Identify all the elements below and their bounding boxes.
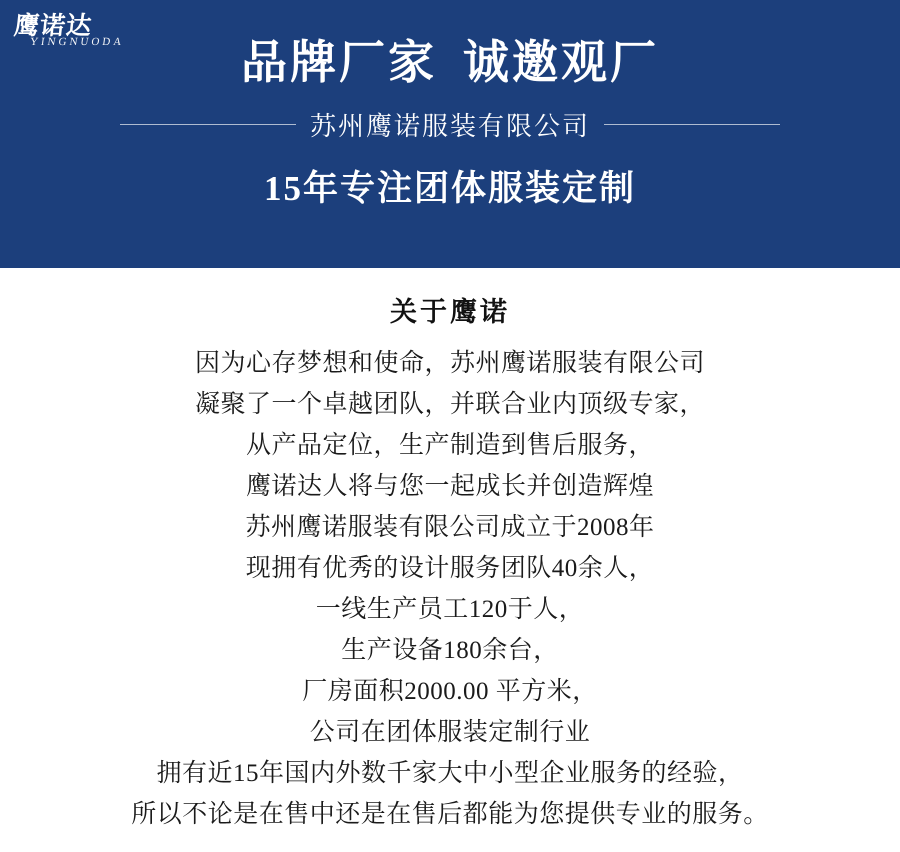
banner-headline-right: 诚邀观厂 bbox=[463, 37, 659, 88]
company-name-row bbox=[120, 106, 780, 143]
about-line: 鹰诺达人将与您一起成长并创造辉煌 bbox=[245, 473, 654, 500]
about-line: 拥有近15年国内外数千家大中小型企业服务的经验， bbox=[156, 760, 744, 787]
about-line: 现拥有优秀的设计服务团队40余人， bbox=[245, 555, 655, 582]
about-line: 厂房面积2000.00 平方米， bbox=[302, 678, 598, 705]
banner-tagline: 15年专注团体服装定制 bbox=[263, 169, 636, 208]
about-line: 凝聚了一个卓越团队，并联合业内顶级专家， bbox=[194, 391, 705, 418]
about-line: 一线生产员工120于人， bbox=[315, 596, 585, 623]
about-line: 从产品定位，生产制造到售后服务， bbox=[245, 432, 654, 459]
banner-headline bbox=[241, 36, 659, 90]
divider-right bbox=[604, 124, 780, 125]
brand-logo-text: 鹰诺达 bbox=[12, 13, 94, 40]
about-section bbox=[0, 268, 900, 835]
banner-headline-left: 品牌厂家 bbox=[241, 37, 437, 88]
about-line: 苏州鹰诺服装有限公司成立于2008年 bbox=[245, 514, 655, 541]
about-line: 因为心存梦想和使命，苏州鹰诺服装有限公司 bbox=[194, 350, 705, 377]
about-line: 公司在团体服装定制行业 bbox=[309, 719, 591, 746]
about-line: 生产设备180余台， bbox=[341, 637, 559, 664]
about-line: 所以不论是在售中还是在售后都能为您提供专业的服务。 bbox=[131, 801, 769, 828]
banner-content bbox=[0, 0, 900, 268]
company-name: 苏州鹰诺服装有限公司 bbox=[310, 112, 591, 141]
divider-left bbox=[120, 124, 296, 125]
about-heading: 关于鹰诺 bbox=[390, 297, 510, 327]
hero-banner bbox=[0, 0, 900, 268]
brand-logo-subtext: YINGNUODA bbox=[29, 36, 126, 48]
about-body bbox=[0, 343, 900, 835]
